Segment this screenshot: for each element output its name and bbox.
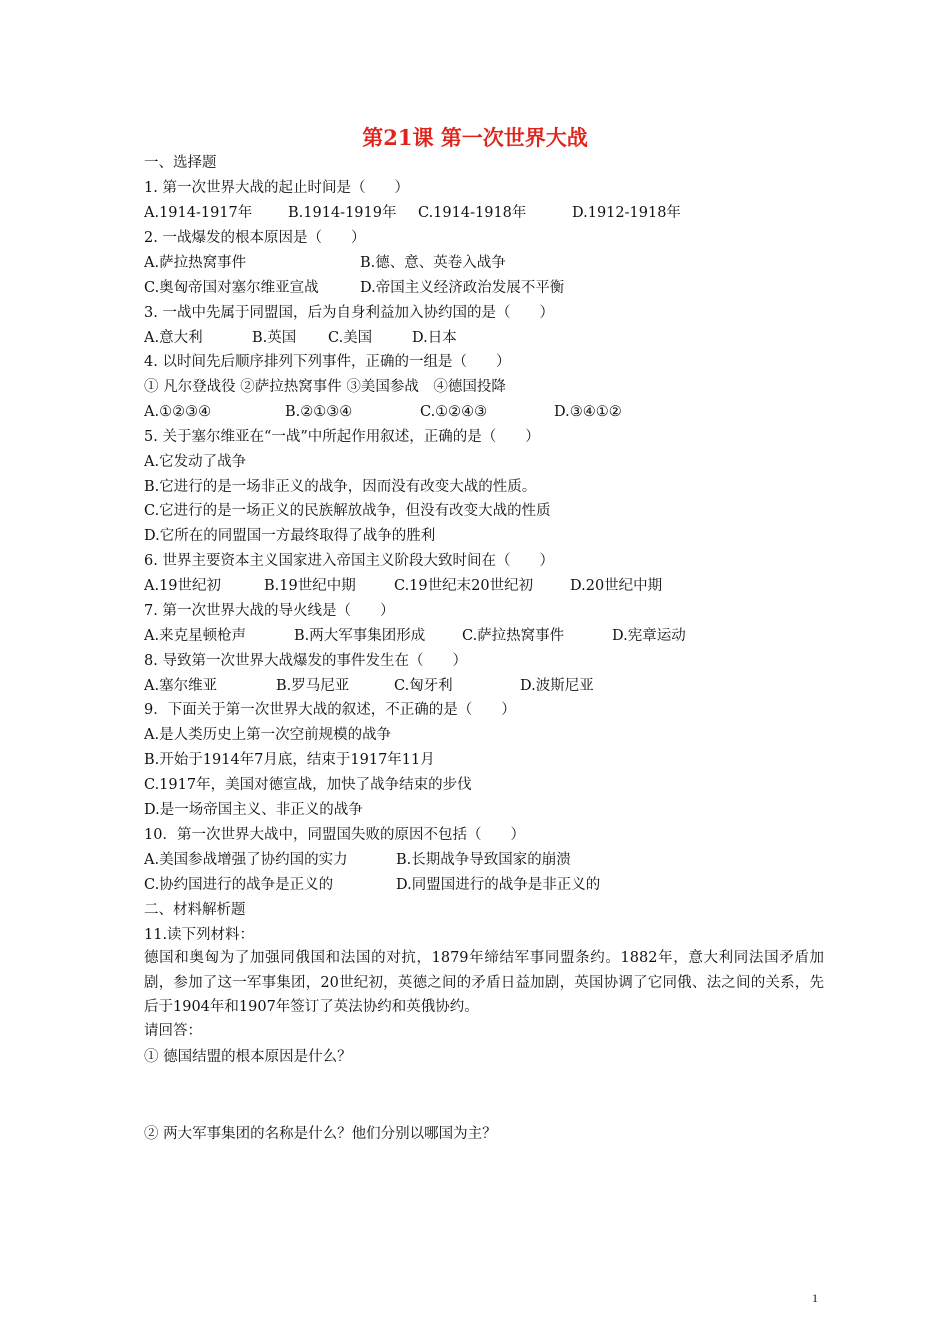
- option-a: A.来克星顿枪声: [144, 628, 247, 644]
- question-6-options: [144, 576, 844, 596]
- section-heading-choice: 一、选择题: [144, 155, 217, 171]
- option-c: C.①②④③: [420, 404, 488, 420]
- question-6-stem: 6. 世界主要资本主义国家进入帝国主义阶段大致时间在（ ）: [144, 553, 554, 569]
- option-d: D.宪章运动: [612, 628, 686, 644]
- lesson-title: 第21课 第一次世界大战: [362, 125, 588, 150]
- question-3-options: [144, 328, 844, 348]
- question-7-options: [144, 626, 844, 646]
- question-8-options: [144, 676, 844, 696]
- question-1-stem: 1. 第一次世界大战的起止时间是（ ）: [144, 180, 409, 196]
- question-10-stem: 10．第一次世界大战中，同盟国失败的原因不包括（ ）: [144, 827, 525, 843]
- question-9-option-c: C.1917年，美国对德宣战，加快了战争结束的步伐: [144, 777, 472, 793]
- question-2-stem: 2. 一战爆发的根本原因是（ ）: [144, 230, 366, 246]
- question-11-stem: 11.读下列材料：: [144, 927, 255, 943]
- question-3-stem: 3. 一战中先属于同盟国，后为自身利益加入协约国的是（ ）: [144, 305, 554, 321]
- question-4-events: ① 凡尔登战役 ②萨拉热窝事件 ③美国参战 ④德国投降: [144, 379, 506, 395]
- option-a: A.①②③④: [144, 404, 212, 420]
- option-b: B.②①③④: [285, 404, 353, 420]
- question-11-sub-1: ① 德国结盟的根本原因是什么？: [144, 1049, 352, 1065]
- option-b: B.1914-1919年: [288, 205, 397, 221]
- question-7-stem: 7. 第一次世界大战的导火线是（ ）: [144, 603, 395, 619]
- option-c: C.萨拉热窝事件: [462, 628, 565, 644]
- question-9-stem: 9．下面关于第一次世界大战的叙述，不正确的是（ ）: [144, 702, 516, 718]
- option-c: C.美国: [328, 330, 373, 346]
- option-d: D.20世纪中期: [570, 578, 663, 594]
- question-5-option-d: D.它所在的同盟国一方最终取得了战争的胜利: [144, 528, 436, 544]
- question-5-option-c: C.它进行的是一场正义的民族解放战争，但没有改变大战的性质: [144, 503, 551, 519]
- option-d: D.同盟国进行的战争是非正义的: [396, 877, 601, 893]
- option-a: A.1914-1917年: [144, 205, 253, 221]
- question-11-material: 德国和奥匈为了加强同俄国和法国的对抗，1879年缔结军事同盟条约。1882年，意大利同法国矛盾加剧，参加了这一军事集团，20世纪初，英德之间的矛盾日益加剧，英国协调了它同俄、法之间的关系，先后于1904年和1907年签订了英法协约和英俄协约。: [144, 950, 824, 1015]
- question-4-stem: 4. 以时间先后顺序排列下列事件，正确的一组是（ ）: [144, 354, 511, 370]
- option-b: B.罗马尼亚: [276, 678, 350, 694]
- question-1-options: [144, 203, 844, 223]
- option-d: D.③④①②: [554, 404, 622, 420]
- section-heading-material: 二、材料解析题: [144, 902, 246, 918]
- option-c: C.奥匈帝国对塞尔维亚宣战: [144, 280, 319, 296]
- option-b: B.19世纪中期: [264, 578, 356, 594]
- page-number: 1: [812, 1291, 818, 1305]
- option-a: A.意大利: [144, 330, 203, 346]
- option-b: B.德、意、英卷入战争: [360, 255, 506, 271]
- question-9-option-b: B.开始于1914年7月底，结束于1917年11月: [144, 752, 435, 768]
- option-d: D.帝国主义经济政治发展不平衡: [360, 280, 565, 296]
- question-5-option-a: A.它发动了战争: [144, 454, 247, 470]
- option-a: A.塞尔维亚: [144, 678, 218, 694]
- question-4-options: [144, 402, 844, 422]
- question-5-option-b: B.它进行的是一场非正义的战争，因而没有改变大战的性质。: [144, 479, 537, 495]
- option-d: D.1912-1918年: [572, 205, 681, 221]
- option-a: A.美国参战增强了协约国的实力: [144, 852, 348, 868]
- option-a: A.19世纪初: [144, 578, 222, 594]
- option-b: B.长期战争导致国家的崩溃: [396, 852, 571, 868]
- question-2-options-row2: [144, 278, 844, 298]
- option-c: C.匈牙利: [394, 678, 453, 694]
- question-9-option-a: A.是人类历史上第一次空前规模的战争: [144, 727, 392, 743]
- option-a: A.萨拉热窝事件: [144, 255, 247, 271]
- question-5-stem: 5. 关于塞尔维亚在“一战”中所起作用叙述，正确的是（ ）: [144, 429, 540, 445]
- option-d: D.波斯尼亚: [520, 678, 594, 694]
- question-11-prompt: 请回答：: [144, 1023, 202, 1039]
- option-b: B.英国: [252, 330, 297, 346]
- question-10-options-row1: [144, 850, 844, 870]
- question-9-option-d: D.是一场帝国主义、非正义的战争: [144, 802, 363, 818]
- option-b: B.两大军事集团形成: [294, 628, 426, 644]
- question-10-options-row2: [144, 875, 844, 895]
- option-c: C.1914-1918年: [418, 205, 527, 221]
- question-8-stem: 8. 导致第一次世界大战爆发的事件发生在（ ）: [144, 653, 467, 669]
- option-d: D.日本: [412, 330, 457, 346]
- question-11-sub-2: ② 两大军事集团的名称是什么？他们分别以哪国为主？: [144, 1126, 497, 1142]
- option-c: C.协约国进行的战争是正义的: [144, 877, 334, 893]
- question-2-options-row1: [144, 253, 844, 273]
- option-c: C.19世纪末20世纪初: [394, 578, 534, 594]
